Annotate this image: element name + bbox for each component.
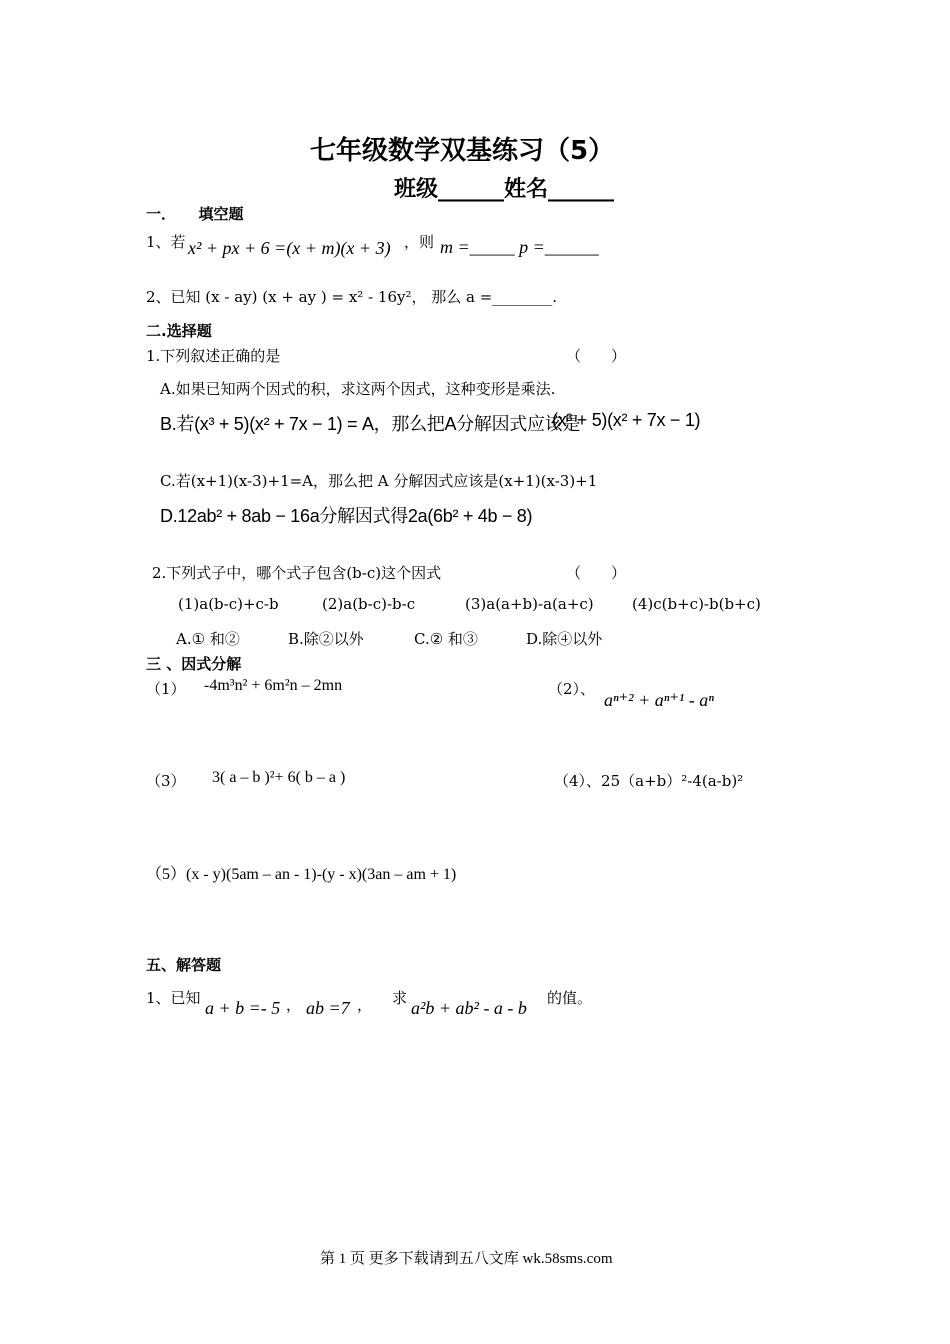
choice-q2-item-2: (2)a(b-c)-b-c — [322, 595, 416, 613]
factor-p4: （4）、25（a+b）²-4(a-b)² — [554, 772, 744, 790]
choice-q1-option-a: A.如果已知两个因式的积，求这两个因式，这种变形是乘法. — [160, 380, 556, 398]
choice-q2-option-c: C.② 和③ — [414, 630, 478, 648]
solve-q1-condition-sum: a + b =- 5 — [205, 998, 281, 1018]
factor-p1-expression: -4m³n² + 6m²n – 2mn — [204, 677, 343, 694]
choice-q2: 2.下列式子中，哪个式子包含(b-c)这个因式 — [152, 564, 442, 582]
fill-q1-answer-blanks: m =_____ p =______ — [440, 237, 599, 257]
choice-q2-answer-paren: （ ） — [566, 564, 627, 582]
fill-q1-prefix: 1、若 — [146, 233, 186, 251]
class-name-line: 班级______姓名______ — [394, 177, 615, 202]
factor-p1-label: （1） — [146, 680, 186, 698]
factor-p5: （5）(x - y)(5am – an - 1)-(y - x)(3an – am + 1) — [146, 866, 457, 883]
solve-q1-tail: 的值。 — [547, 989, 593, 1007]
solve-q1-comma-2: ， — [357, 996, 373, 1014]
solve-q1-ask: 求 — [392, 989, 408, 1007]
choice-q2-item-1: (1)a(b-c)+c-b — [178, 595, 279, 613]
solve-q1-prefix: 1、已知 — [146, 989, 201, 1007]
section-fill-blank-heading: 一． 填空题 — [146, 205, 244, 223]
section-solve-heading: 五、解答题 — [146, 956, 222, 974]
solve-q1-condition-product: ab =7 — [306, 998, 350, 1018]
choice-q2-option-d: D.除④以外 — [526, 630, 603, 648]
fill-q2: 2、已知 (x - ay) (x + ay ) = x² - 16y²， 那么 a =________. — [146, 288, 558, 306]
page-title: 七年级数学双基练习（5） — [310, 136, 615, 166]
factor-p2-expression: aⁿ⁺² + aⁿ⁺¹ - aⁿ — [604, 690, 714, 710]
fill-q1-then: ，则 — [404, 233, 435, 251]
factor-p3-expression: 3( a – b )²+ 6( b – a ) — [212, 769, 346, 786]
factor-p3-label: （3） — [146, 772, 186, 790]
choice-q1-option-d: D.12ab² + 8ab − 16a分解因式得2a(6b² + 4b − 8) — [160, 506, 533, 526]
fill-q1-expression: x² + px + 6 =(x + m)(x + 3) — [188, 238, 391, 258]
choice-q1-answer-paren: （ ） — [566, 347, 627, 365]
choice-q2-item-4: (4)c(b+c)-b(b+c) — [632, 595, 761, 613]
solve-q1-expression: a²b + ab² - a - b — [411, 998, 527, 1018]
choice-q1: 1.下列叙述正确的是 — [146, 347, 281, 365]
section-factorize-heading: 三 、因式分解 — [146, 655, 242, 673]
factor-p2-label: （2）、 — [548, 680, 596, 698]
page-footer: 第 1 页 更多下载请到五八文库 wk.58sms.com — [320, 1251, 613, 1267]
solve-q1-comma-1: ， — [286, 996, 302, 1014]
section-choice-heading: 二.选择题 — [146, 322, 212, 340]
choice-q2-item-3: (3)a(a+b)-a(a+c) — [465, 595, 594, 613]
choice-q1-option-b: B.若(x³ + 5)(x² + 7x − 1) = A，那么把A分解因式应该是 — [160, 414, 581, 434]
choice-q2-option-a: A.① 和② — [176, 630, 240, 648]
choice-q1-option-c: C.若(x+1)(x-3)+1=A，那么把 A 分解因式应该是(x+1)(x-3)+1 — [160, 472, 598, 490]
choice-q1-option-b-expression: (x³ + 5)(x² + 7x − 1) — [552, 410, 701, 430]
choice-q2-option-b: B.除②以外 — [288, 630, 364, 648]
